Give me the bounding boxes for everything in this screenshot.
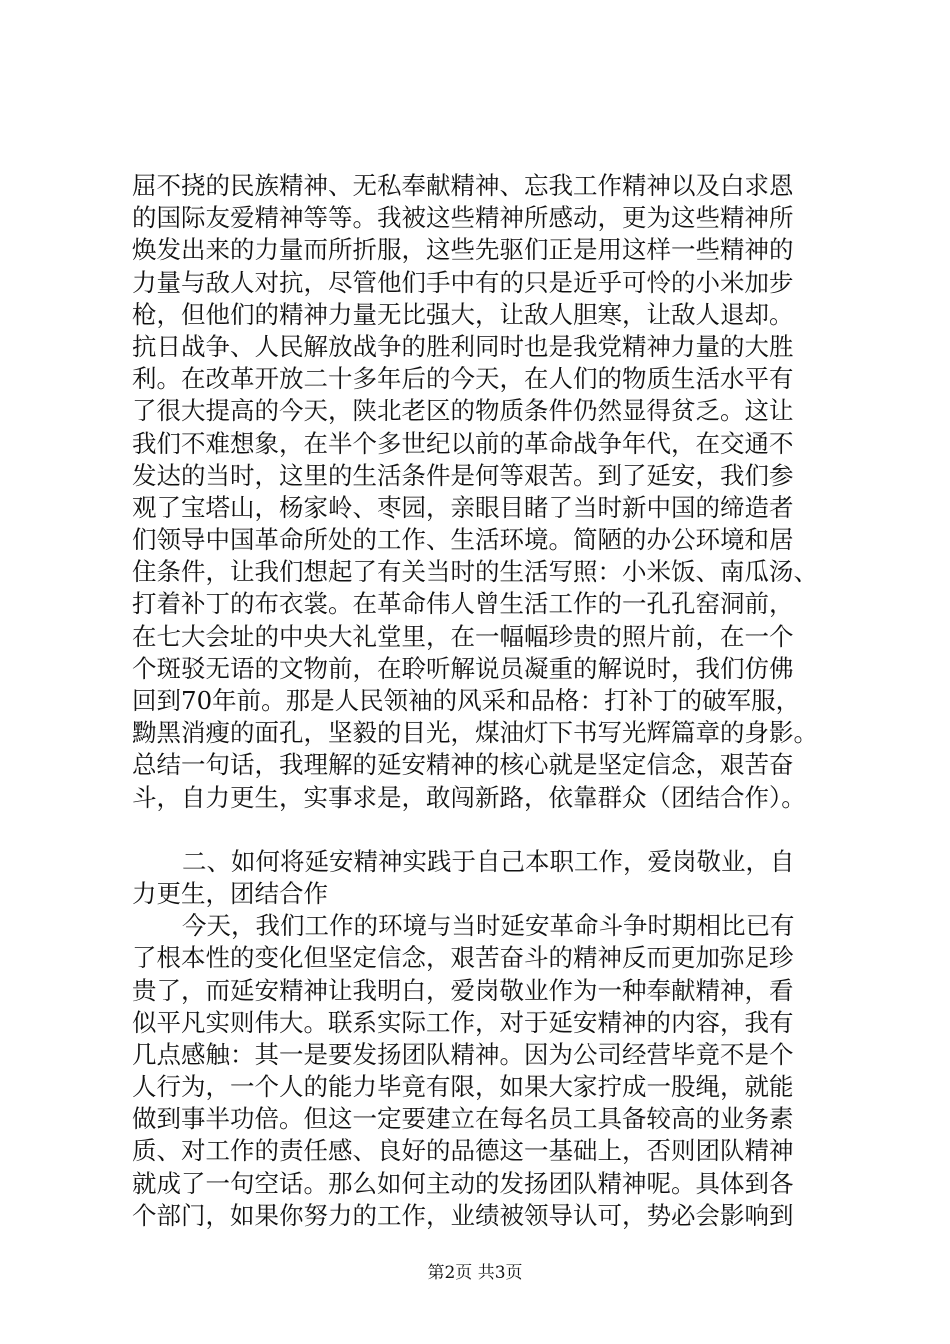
paragraph-1 — [132, 170, 832, 814]
text-line: 的国际友爱精神等等。我被这些精神所感动，更为这些精神所 — [132, 203, 794, 233]
text-line: 打着补丁的布衣裳。在革命伟人曾生活工作的一孔孔窑洞前， — [132, 589, 794, 619]
text-line: 今天，我们工作的环境与当时延安革命斗争时期相比已有 — [182, 911, 795, 941]
text-line: 利。在改革开放二十多年后的今天，在人们的物质生活水平有 — [132, 364, 794, 394]
text-line: 观了宝塔山，杨家岭、枣园，亲眼目睹了当时新中国的缔造者 — [132, 492, 794, 522]
heading-line: 力更生，团结合作 — [132, 878, 328, 908]
text-line: 焕发出来的力量而所折服，这些先驱们正是用这样一些精神的 — [132, 235, 794, 265]
heading-line: 二、如何将延安精神实践于自己本职工作，爱岗敬业，自 — [182, 846, 795, 876]
text-line: 总结一句话，我理解的延安精神的核心就是坚定信念，艰苦奋 — [132, 750, 794, 780]
text-line: 屈不挠的民族精神、无私奉献精神、忘我工作精神以及白求恩 — [132, 171, 794, 200]
text-line: 枪，但他们的精神力量无比强大，让敌人胆寒，让敌人退却。 — [132, 299, 794, 329]
text-line: 个斑驳无语的文物前，在聆听解说员凝重的解说时，我们仿佛 — [132, 653, 794, 683]
text-line: 贵了，而延安精神让我明白，爱岗敬业作为一种奉献精神，看 — [132, 975, 794, 1005]
text-line: 个部门，如果你努力的工作，业绩被领导认可，势必会影响到 — [132, 1200, 794, 1230]
text-line: 抗日战争、人民解放战争的胜利同时也是我党精神力量的大胜 — [132, 331, 794, 361]
text-line: 几点感触：其一是要发扬团队精神。因为公司经营毕竟不是个 — [132, 1039, 794, 1069]
text-line: 人行为，一个人的能力毕竟有限，如果大家拧成一股绳，就能 — [132, 1072, 794, 1102]
text-line: 回到70年前。那是人民领袖的风采和品格：打补丁的破军服， — [132, 686, 801, 715]
text-line: 我们不难想象，在半个多世纪以前的革命战争年代，在交通不 — [132, 428, 794, 458]
text-line: 在七大会址的中央大礼堂里，在一幅幅珍贵的照片前，在一个 — [132, 621, 794, 651]
text-line: 们领导中国革命所处的工作、生活环境。简陋的办公环境和居 — [132, 525, 794, 555]
page-number-footer: 第2页 共3页 — [427, 1263, 523, 1283]
text-line: 黝黑消瘦的面孔，坚毅的目光，煤油灯下书写光辉篇章的身影。 — [132, 718, 818, 748]
text-line: 了很大提高的今天，陕北老区的物质条件仍然显得贫乏。这让 — [132, 396, 794, 426]
section-heading — [132, 846, 832, 910]
text-line: 住条件，让我们想起了有关当时的生活写照：小米饭、南瓜汤、 — [132, 557, 818, 587]
text-line: 斗，自力更生，实事求是，敢闯新路，依靠群众（团结合作）。 — [132, 782, 806, 812]
document-body — [132, 170, 832, 1232]
text-line: 质、对工作的责任感、良好的品德这一基础上，否则团队精神 — [132, 1136, 794, 1166]
paragraph-spacer — [132, 814, 832, 846]
text-line: 发达的当时，这里的生活条件是何等艰苦。到了延安，我们参 — [132, 460, 794, 490]
text-line: 力量与敌人对抗，尽管他们手中有的只是近乎可怜的小米加步 — [132, 267, 794, 297]
text-line: 似平凡实则伟大。联系实际工作，对于延安精神的内容，我有 — [132, 1007, 794, 1037]
text-line: 了根本性的变化但坚定信念，艰苦奋斗的精神反而更加弥足珍 — [132, 943, 794, 973]
text-line: 就成了一句空话。那么如何主动的发扬团队精神呢。具体到各 — [132, 1168, 794, 1198]
text-line: 做到事半功倍。但这一定要建立在每名员工具备较高的业务素 — [132, 1104, 794, 1134]
paragraph-2 — [132, 910, 832, 1232]
